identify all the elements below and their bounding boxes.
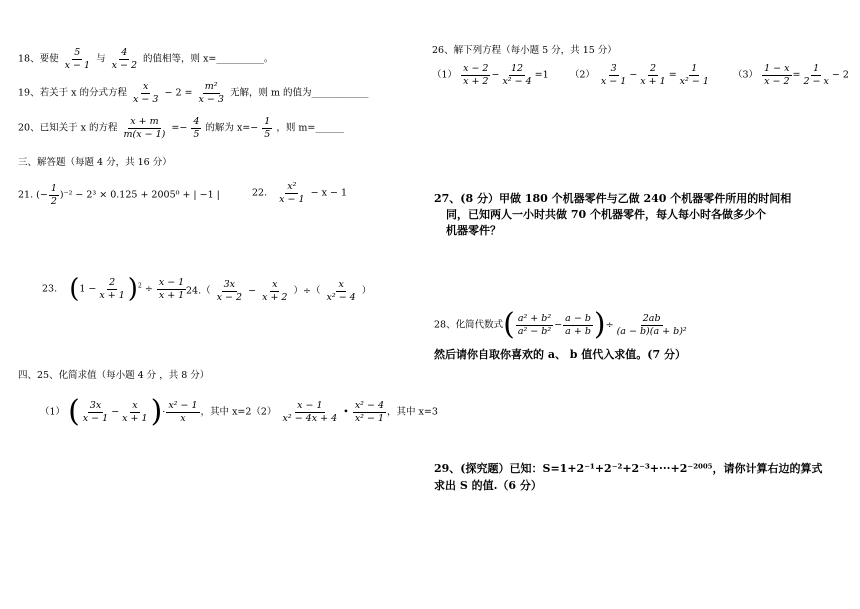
question-29: 29、(探究题）已知：S=1+2⁻¹+2⁻²+2⁻³+···+2⁻²⁰⁰⁵，请你计算右边的算式 求出 S 的值.（6 分） [434,462,823,492]
section-4-heading: 四、25、化简求值（每小题 4 分 ，共 8 分） [18,370,210,381]
q26-e2-fraction-2: $\frac{2}{x + 1}$ [640,63,666,87]
q26-e3-fraction-1: $\frac{1 - x}{x - 2}$ [764,63,790,87]
q25-fraction-3: $\frac{\text{x² − 1}}{x}$ [168,400,198,424]
q26-e1-fraction-2: $\frac{12}{\text{x² − 4}}$ [502,63,532,87]
q26-e1-fraction-1: $\frac{x - 2}{x + 2}$ [463,63,489,87]
q18-fraction-2: $\frac{4}{x - 2}$ [111,47,138,71]
q18-fraction-1: $\frac{5}{x - 1}$ [64,47,91,71]
q24-fraction-2: $\frac{x}{x + 2}$ [262,279,288,303]
q25-fraction-1: $\frac{3x}{x - 1}$ [82,400,109,424]
question-28: 28、化简代数式( $\frac{\text{a² + b²}}{\text{a² − b²}}$ − $\frac{a - b}{a + b}$ )÷ $\frac{2ab}{\text{(a − b)(a + b)²}}$ [434,307,687,342]
question-21: 21. (− $\frac{1}{2}$ )⁻² − 2³ × 0.125 + 2005⁰ + | −1 | [18,183,220,207]
q20-fraction-3: $\frac{1}{5}$ [264,116,271,140]
q28-fraction-3: $\frac{2ab}{\text{(a − b)(a + b)²}}$ [616,313,687,337]
question-22: 22. $\frac{\text{x²}}{x - 1}$ − x − 1 [252,181,347,205]
question-26-equations: （1） $\frac{x - 2}{x + 2}$ − $\frac{12}{\text{x² − 4}}$ =1 （2） $\frac{3}{x - 1}$ − $\frac{2}{x + 1}$ = $\frac{1}{\text{x² − 1}}$ （3） $\frac{1 - x}{x - 2}$ = $\frac{1}{2 - x}$ − 2 [432,63,849,87]
question-24: 24.（ $\frac{3x}{x - 2}$ − $\frac{x}{x + 2}$ ）÷（ $\frac{x}{\text{x² − 4}}$ ） [186,279,372,303]
question-23: 23. (1 − $\frac{2}{x + 1}$ )$^2$ ÷ $\frac{x - 1}{x + 1}$ [42,274,185,304]
q28-fraction-2: $\frac{a - b}{a + b}$ [565,313,591,337]
question-20: 20、已知关于 x 的方程 $\frac{x + m}{m(x - 1)}$ =− $\frac{4}{5}$ 的解为 x=− $\frac{1}{5}$ ，则 m=______ [18,116,344,140]
q20-fraction-1: $\frac{x + m}{m(x - 1)}$ [123,116,166,140]
q25-fraction-5: $\frac{\text{x² − 4}}{\text{x² − 1}}$ [354,400,385,424]
q23-fraction-1: $\frac{2}{x + 1}$ [99,277,125,301]
question-25: （1） ( $\frac{3x}{x - 1}$ − $\frac{x}{x + 1}$ )· $\frac{\text{x² − 1}}{x}$ ，其中 x=2（2） $\frac{x - 1}{\text{x² − 4x + 4}}$ • $\frac{\text{x² − 4}}{\text{x² − 1}}$ ，其中 x=3 [40,394,438,429]
q19-fraction-2: $\frac{\text{m²}}{x - 3}$ [198,81,224,105]
q21-fraction: $\frac{1}{2}$ [50,183,57,207]
q26-e2-fraction-1: $\frac{3}{x - 1}$ [600,63,627,87]
q28-fraction-1: $\frac{\text{a² + b²}}{\text{a² − b²}}$ [517,313,552,337]
q25-fraction-2: $\frac{x}{x + 1}$ [122,400,148,424]
question-27: 27、(8 分）甲做 180 个机器零件与乙做 240 个机器零件所用的时间相 同，已知两人一小时共做 70 个机器零件，每人每小时各做多少个 机器零件？ [434,192,792,237]
q22-fraction: $\frac{\text{x²}}{x - 1}$ [279,181,305,205]
question-18: 18、要使 $\frac{5}{x - 1}$ 与 $\frac{4}{x - 2}$ 的值相等，则 x=__________。 [18,47,274,71]
q25-fraction-4: $\frac{x - 1}{\text{x² − 4x + 4}}$ [282,400,338,424]
q26-e2-fraction-3: $\frac{1}{\text{x² − 1}}$ [679,63,709,87]
q24-fraction-3: $\frac{x}{\text{x² − 4}}$ [326,279,356,303]
q23-fraction-2: $\frac{x - 1}{x + 1}$ [158,277,185,301]
q24-fraction-1: $\frac{3x}{x - 2}$ [216,279,243,303]
q18-prefix: 18、要使 [18,53,59,65]
question-26-title: 26、解下列方程（每小题 5 分，共 15 分） [432,45,617,56]
q26-e3-fraction-2: $\frac{1}{2 - x}$ [803,63,829,87]
section-3-heading: 三、解答题（每题 4 分，共 16 分） [18,157,172,168]
question-28-instruction: 然后请你自取你喜欢的 a、 b 值代入求值。(7 分） [434,348,686,361]
q19-fraction-1: $\frac{x}{x - 3}$ [133,81,159,105]
q20-fraction-2: $\frac{4}{5}$ [193,116,200,140]
question-19: 19、若关于 x 的分式方程 $\frac{x}{x - 3}$ − 2 = $\frac{\text{m²}}{x - 3}$ 无解，则 m 的值为____________ [18,81,369,105]
